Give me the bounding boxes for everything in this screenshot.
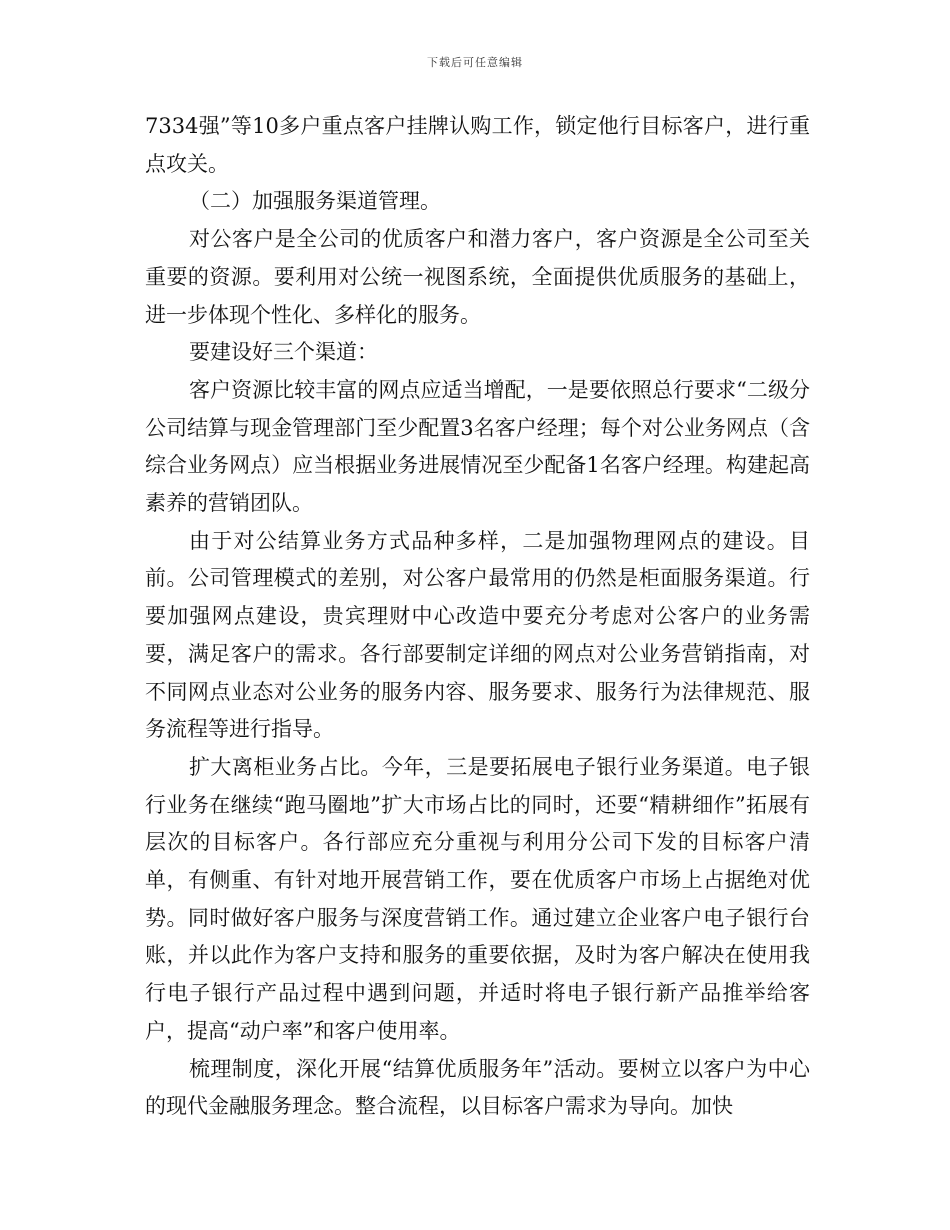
section-heading: （二）加强服务渠道管理。 xyxy=(189,189,441,214)
paragraph: 7334强”等10多户重点客户挂牌认购工作，锁定他行目标客户，进行重点攻关。 xyxy=(145,114,810,176)
document-body xyxy=(145,108,810,1126)
paragraph: 对公客户是全公司的优质客户和潜力客户，客户资源是全公司至关重要的资源。要利用对公统一视图系统，全面提供优质服务的基础上，进一步体现个性化、多样化的服务。 xyxy=(145,227,810,327)
paragraph: 客户资源比较丰富的网点应适当增配，一是要依照总行要求“二级分公司结算与现金管理部门至少配置3名客户经理；每个对公业务网点（含综合业务网点）应当根据业务进展情况至少配备1名客户经理。构建起高素养的营销团队。 xyxy=(145,377,810,516)
paragraph: 扩大离柜业务占比。今年，三是要拓展电子银行业务渠道。电子银行业务在继续“跑马圈地”扩大市场占比的同时，还要“精耕细作”拓展有层次的目标客户。各行部应充分重视与利用分公司下发的目标客户清单，有侧重、有针对地开展营销工作，要在优质客户市场上占据绝对优势。同时做好客户服务与深度营销工作。通过建立企业客户电子银行台账，并以此作为客户支持和服务的重要依据，及时为客户解决在使用我行电子银行产品过程中遇到问题，并适时将电子银行新产品推举给客户，提高“动户率”和客户使用率。 xyxy=(145,754,810,1043)
page-header: 下载后可任意编辑 xyxy=(427,56,523,69)
paragraph: 要建设好三个渠道： xyxy=(189,340,378,365)
paragraph: 由于对公结算业务方式品种多样，二是加强物理网点的建设。目前。公司管理模式的差别，对公客户最常用的仍然是柜面服务渠道。行要加强网点建设，贵宾理财中心改造中要充分考虑对公客户的业务需要，满足客户的需求。各行部要制定详细的网点对公业务营销指南，对不同网点业态对公业务的服务内容、服务要求、服务行为法律规范、服务流程等进行指导。 xyxy=(145,528,810,742)
paragraph: 梳理制度，深化开展“结算优质服务年”活动。要树立以客户为中心的现代金融服务理念。整合流程，以目标客户需求为导向。加快 xyxy=(145,1056,810,1119)
